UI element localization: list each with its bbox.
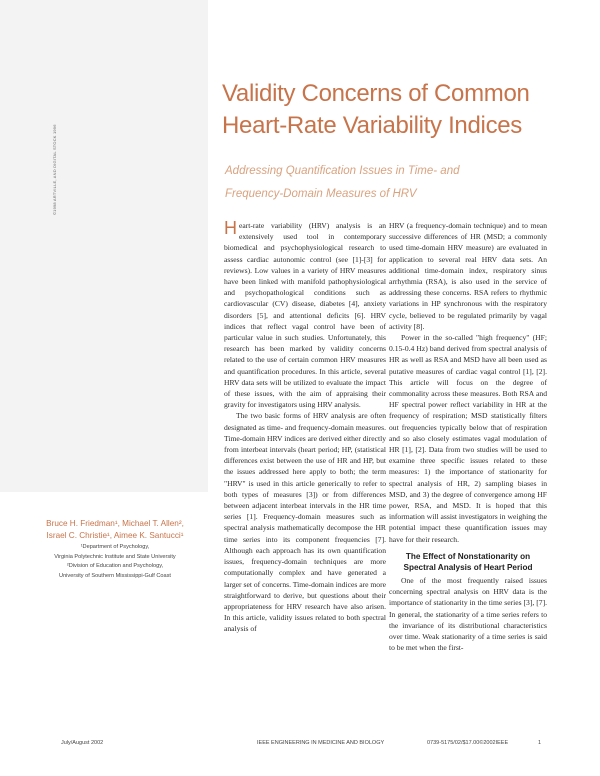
issue-date: July/August 2002 — [61, 740, 104, 746]
page-number: 1 — [538, 740, 542, 746]
author-names — [10, 518, 220, 542]
paragraph — [224, 220, 386, 410]
journal-name: IEEE ENGINEERING IN MEDICINE AND BIOLOGY — [257, 740, 385, 746]
article-subtitle — [225, 160, 565, 206]
title-line: Heart-Rate Variability Indices — [222, 112, 523, 139]
affiliation-line: ¹Department of Psychology, — [80, 544, 150, 550]
paragraph: One of the most frequently raised issues concerning spectral analysis on HRV data is the importance of stationarity in the time series [3], [7]. In general, the stationarity of a time series refers to the invariance of its distributional characteristics over time. Weak stationarity of a time series is said to be met when the first- — [389, 575, 547, 653]
paragraph: HRV (a frequency-domain technique) and to mean successive differences of HR (MSD; a commonly used time-domain HRV measure) are evaluated in application to several real HRV data sets. An additional time-domain index, respiratory sinus arrhythmia (RSA), is also used in the service of addressing these concerns. RSA refers to rhythmic variations in HP synchronous with the respiratory cycle, believed to be regulated primarily by vagal activity [8]. — [389, 221, 547, 331]
image-credit: ©1998 ARTVILLE, AND DIGITAL STOCK 1996 — [52, 124, 57, 215]
affiliations — [10, 543, 220, 581]
body-column-1 — [224, 220, 386, 635]
paragraph: Power in the so-called "high frequency" (HF; 0.15-0.4 Hz) band derived from spectral analysis of HR as well as RSA and MSD have all been used as putative measures of cardiac vagal control [1], [2]. This article will focus on the degree of commonality across these measures. Both RSA and HF spectral power reflect variability in HR at the frequency of respiration; MSD statistically filters out frequencies typically below that of respiration and so also closely estimates vagal modulation of HR [1], [2]. Data from two studies will be used to examine three specific issues related to these measures: 1) the importance of stationarity for spectral analysis of HR, 2) sampling biases in MSD, and 3) the degree of convergence among HF power, RSA, and MSD. It is hoped that this information will assist investigators in weighing the potential impact these quantification issues may have for their research. — [389, 333, 547, 544]
author-line: Bruce H. Friedman¹, Michael T. Allen², — [46, 519, 184, 528]
page-footer — [0, 740, 600, 750]
title-line: Validity Concerns of Common — [222, 80, 530, 107]
paragraph-text: eart-rate variability (HRV) analysis is an extensively used tool in contemporary biomedical and psychophysiological research to assess cardiac autonomic control (see [1]-[3] for reviews). Low values in a variety of HRV measures have been linked with manifold pathophysiological and psychopathological conditions such as cardiovascular (CV) disease, diabetes [4], anxiety disorders [5], and attentional deficits [6]. HRV indices that reflect vagal control have been of particular value in such studies. Unfortunately, this research has been marked by validity concerns related to the use of certain common HRV measures and quantification procedures. In this article, several HRV data sets will be utilized to evaluate the impact of these issues, with the aim of appraising their gravity for investigators using HRV analysis. — [224, 221, 386, 410]
body-column-2 — [389, 220, 547, 653]
author-block — [10, 518, 220, 581]
article-title — [222, 78, 592, 142]
subtitle-line: Frequency-Domain Measures of HRV — [225, 188, 417, 200]
author-line: Israel C. Christie¹, Aimee K. Santucci¹ — [46, 531, 184, 540]
affiliation-line: ²Division of Education and Psychology, — [66, 563, 164, 569]
issn-line: 0739-5175/02/$17.00©2002IEEE — [427, 740, 509, 746]
affiliation-line: University of Southern Mississippi-Gulf Coast — [59, 572, 171, 579]
section-heading: The Effect of Nonstationarity on Spectral Analysis of Heart Period — [403, 551, 533, 572]
paragraph: The two basic forms of HRV analysis are often designated as time- and frequency-domain measures. Time-domain HRV indices are derived either directly from interbeat intervals (heart period; HP, (statistical differences exist between the use of HR and HP, but the issues addressed here apply to both; the term "HRV" is used in this article generically to refer to both types of measures [3]) or from differences between adjacent interbeat intervals in the HR time series [1]. Frequency-domain measures such as spectral analysis mathematically decompose the HR time series into its component frequencies [7]. Although each approach has its own quantification issues, frequency-domain techniques are more computationally complex and have generated a larger set of concerns. Time-domain indices are more straightforward to derive, but questions about their appropriateness for HRV research have also arisen. In this article, validity issues related to both spectral analysis of — [224, 411, 386, 634]
artwork-panel — [0, 0, 208, 492]
drop-cap: H — [224, 218, 237, 238]
affiliation-line: Virginia Polytechnic Institute and State University — [54, 553, 176, 560]
subtitle-line: Addressing Quantification Issues in Time- and — [225, 165, 460, 177]
